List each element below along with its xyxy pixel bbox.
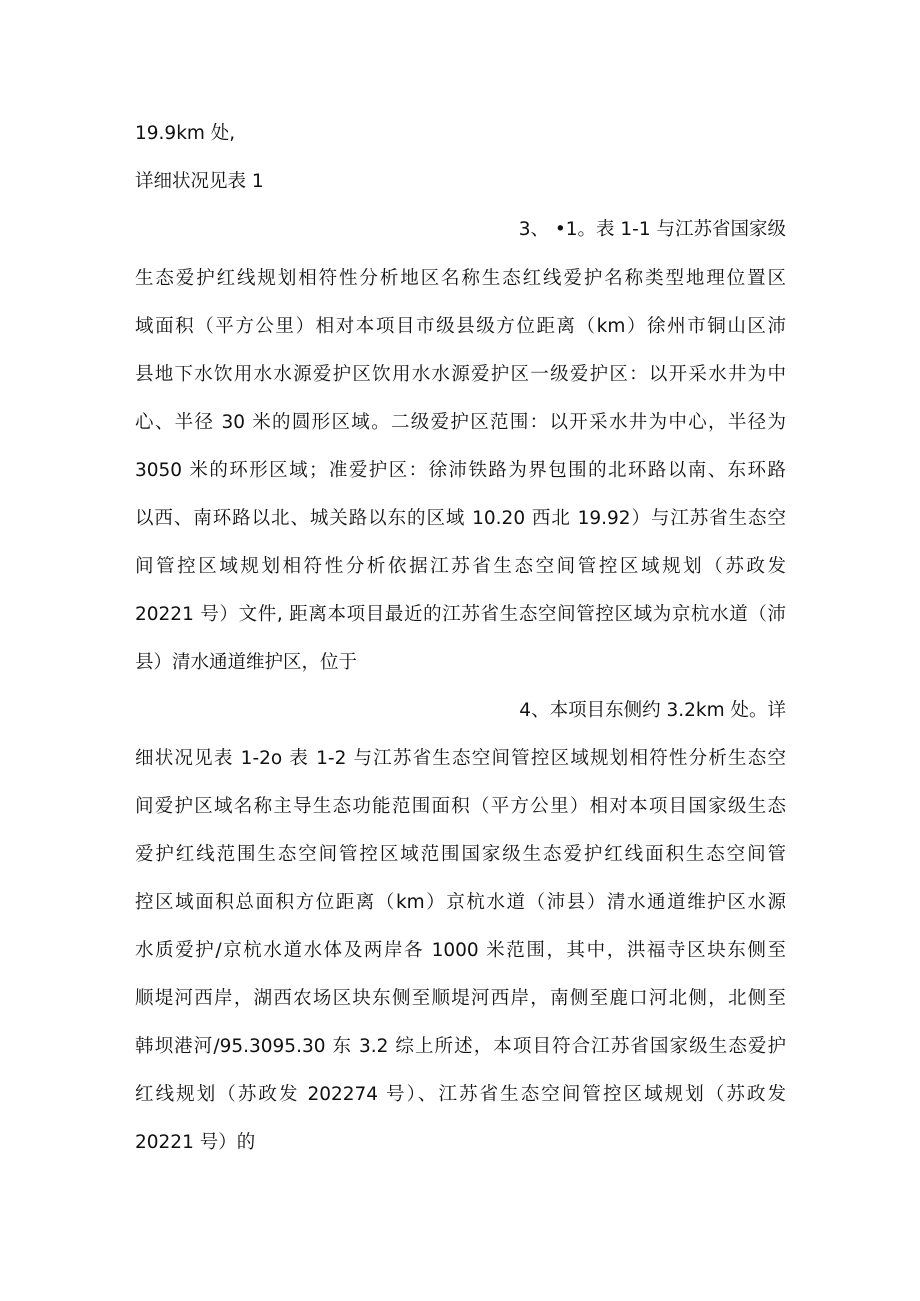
text-line: 以西、南环路以北、城关路以东的区域 10.20 西北 19.92）与江苏省生态空 [135, 508, 786, 529]
text-line: 3、 •1。表 1-1 与江苏省国家级 [518, 219, 786, 240]
text-line: 域面积（平方公里）相对本项目市级县级方位距离（km）徐州市铜山区沛 [135, 316, 786, 337]
text-line: 红线规划（苏政发 202274 号）、江苏省生态空间管控区域规划（苏政发 [135, 1084, 786, 1105]
text-line: 20221 号）的 [135, 1132, 256, 1153]
text-line: 县地下水饮用水水源爱护区饮用水水源爱护区一级爱护区：以开采水井为中 [135, 364, 786, 385]
text-line: 详细状况见表 1 [135, 171, 264, 192]
text-line: 细状况见表 1-2o 表 1-2 与江苏省生态空间管控区域规划相符性分析生态空 [135, 748, 786, 769]
text-line: 20221 号）文件, 距离本项目最近的江苏省生态空间管控区域为京杭水道（沛 [135, 604, 786, 625]
text-line: 间爱护区域名称主导生态功能范围面积（平方公里）相对本项目国家级生态 [135, 796, 786, 817]
text-line: 生态爱护红线规划相符性分析地区名称生态红线爱护名称类型地理位置区 [135, 268, 786, 289]
text-line: 心、半径 30 米的圆形区域。二级爱护区范围：以开采水井为中心，半径为 [135, 412, 786, 433]
text-line: 3050 米的环形区域；准爱护区：徐沛铁路为界包围的北环路以南、东环路 [135, 460, 786, 481]
text-line: 顺堤河西岸，湖西农场区块东侧至顺堤河西岸，南侧至鹿口河北侧，北侧至 [135, 988, 786, 1009]
text-line: 韩坝港河/95.3095.30 东 3.2 综上所述，本项目符合江苏省国家级生态爱护 [135, 1036, 786, 1057]
text-line: 县）清水通道维护区，位于 [135, 652, 358, 673]
text-line: 4、本项目东侧约 3.2km 处。详 [519, 700, 786, 721]
text-line: 间管控区域规划相符性分析依据江苏省生态空间管控区域规划（苏政发 [135, 556, 786, 577]
text-line: 19.9km 处, [135, 123, 236, 144]
text-line: 水质爱护/京杭水道水体及两岸各 1000 米范围，其中，洪福寺区块东侧至 [135, 940, 786, 961]
text-line: 控区域面积总面积方位距离（km）京杭水道（沛县）清水通道维护区水源 [135, 892, 786, 913]
text-line: 爱护红线范围生态空间管控区域范围国家级生态爱护红线面积生态空间管 [135, 844, 786, 865]
